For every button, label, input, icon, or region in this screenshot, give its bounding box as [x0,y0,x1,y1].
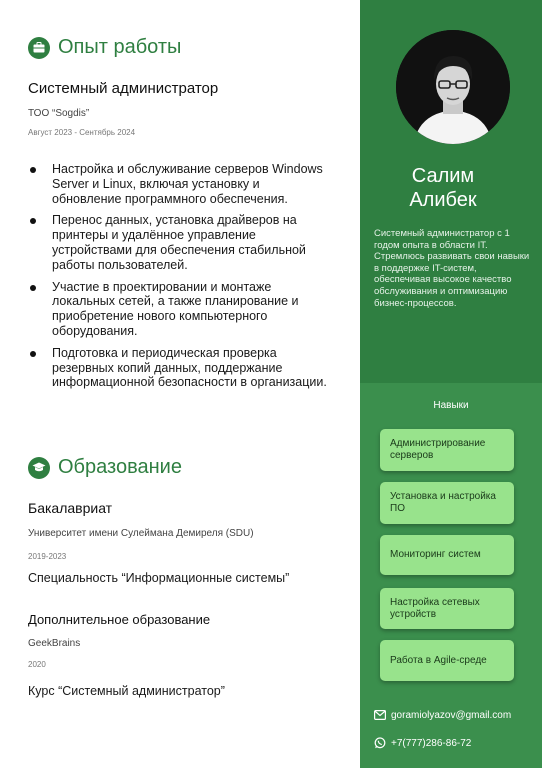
mail-icon [374,709,386,721]
first-name: Салим [411,165,475,187]
list-item [28,280,328,339]
contact-email[interactable] [374,709,511,721]
skill-chip: Работа в Agile-среде [380,640,514,681]
phone-text[interactable]: +7(777)286-86-72 [391,737,472,749]
bullet-icon [30,218,36,224]
graduation-cap-icon [28,457,50,479]
experience-heading: Опыт работы [58,36,182,58]
duties-list [28,162,328,397]
job-title: Системный администратор [28,80,219,97]
list-item [28,346,328,390]
last-name: Алибек [409,189,477,211]
study-years: 2019-2023 [28,552,67,561]
degree-title: Бакалавриат [28,500,113,516]
profile-name [370,164,516,212]
bullet-icon [30,167,36,173]
skill-chip: Установка и настройка ПО [380,482,514,524]
university-name: Университет имени Сулеймана Демиреля (SDU) [28,528,254,539]
email-text[interactable]: goramiolyazov@gmail.com [391,709,512,721]
skill-chip: Настройка сетевых устройств [380,588,514,629]
additional-school: GeekBrains [28,638,81,649]
education-header [28,456,182,479]
job-period: Август 2023 - Сентябрь 2024 [28,128,136,137]
duty-text: Участие в проектировании и монтаже локальных сетей, а также планирование и приобретение нового компьютерного оборудования. [52,279,299,338]
duty-text: Подготовка и периодическая проверка резервных копий данных, поддержание информационной безопасности в организации. [52,345,327,390]
skills-heading: Навыки [433,400,469,411]
specialty: Специальность “Информационные системы” [28,571,290,585]
additional-year: 2020 [28,660,46,669]
list-item [28,213,328,272]
experience-header [28,36,181,59]
avatar [396,30,510,144]
briefcase-icon [28,37,50,59]
education-heading: Образование [58,456,182,478]
bullet-icon [30,351,36,357]
bullet-icon [30,285,36,291]
list-item [28,162,328,206]
profile-summary: Системный администратор с 1 годом опыта в области IT. Стремлюсь развивать свои навыки в поддержке IT-систем, обеспечивая высокое качество обслуживания и оптимизацию бизнес-процессов. [374,228,530,309]
skill-chip: Администрирование серверов [380,429,514,471]
additional-education-heading: Дополнительное образование [28,612,211,627]
whatsapp-icon [374,737,386,749]
duty-text: Настройка и обслуживание серверов Windows Server и Linux, включая установку и обновление программного обеспечения. [52,162,323,206]
contact-phone[interactable] [374,737,471,749]
duty-text: Перенос данных, установка драйверов на принтеры и удалённое управление устройствами для обеспечения стабильной работы пользователей. [52,213,306,272]
skill-chip: Мониторинг систем [380,535,514,575]
company-name: ТОО “Sogdis” [28,108,90,119]
course-name: Курс “Системный администратор” [28,684,225,698]
